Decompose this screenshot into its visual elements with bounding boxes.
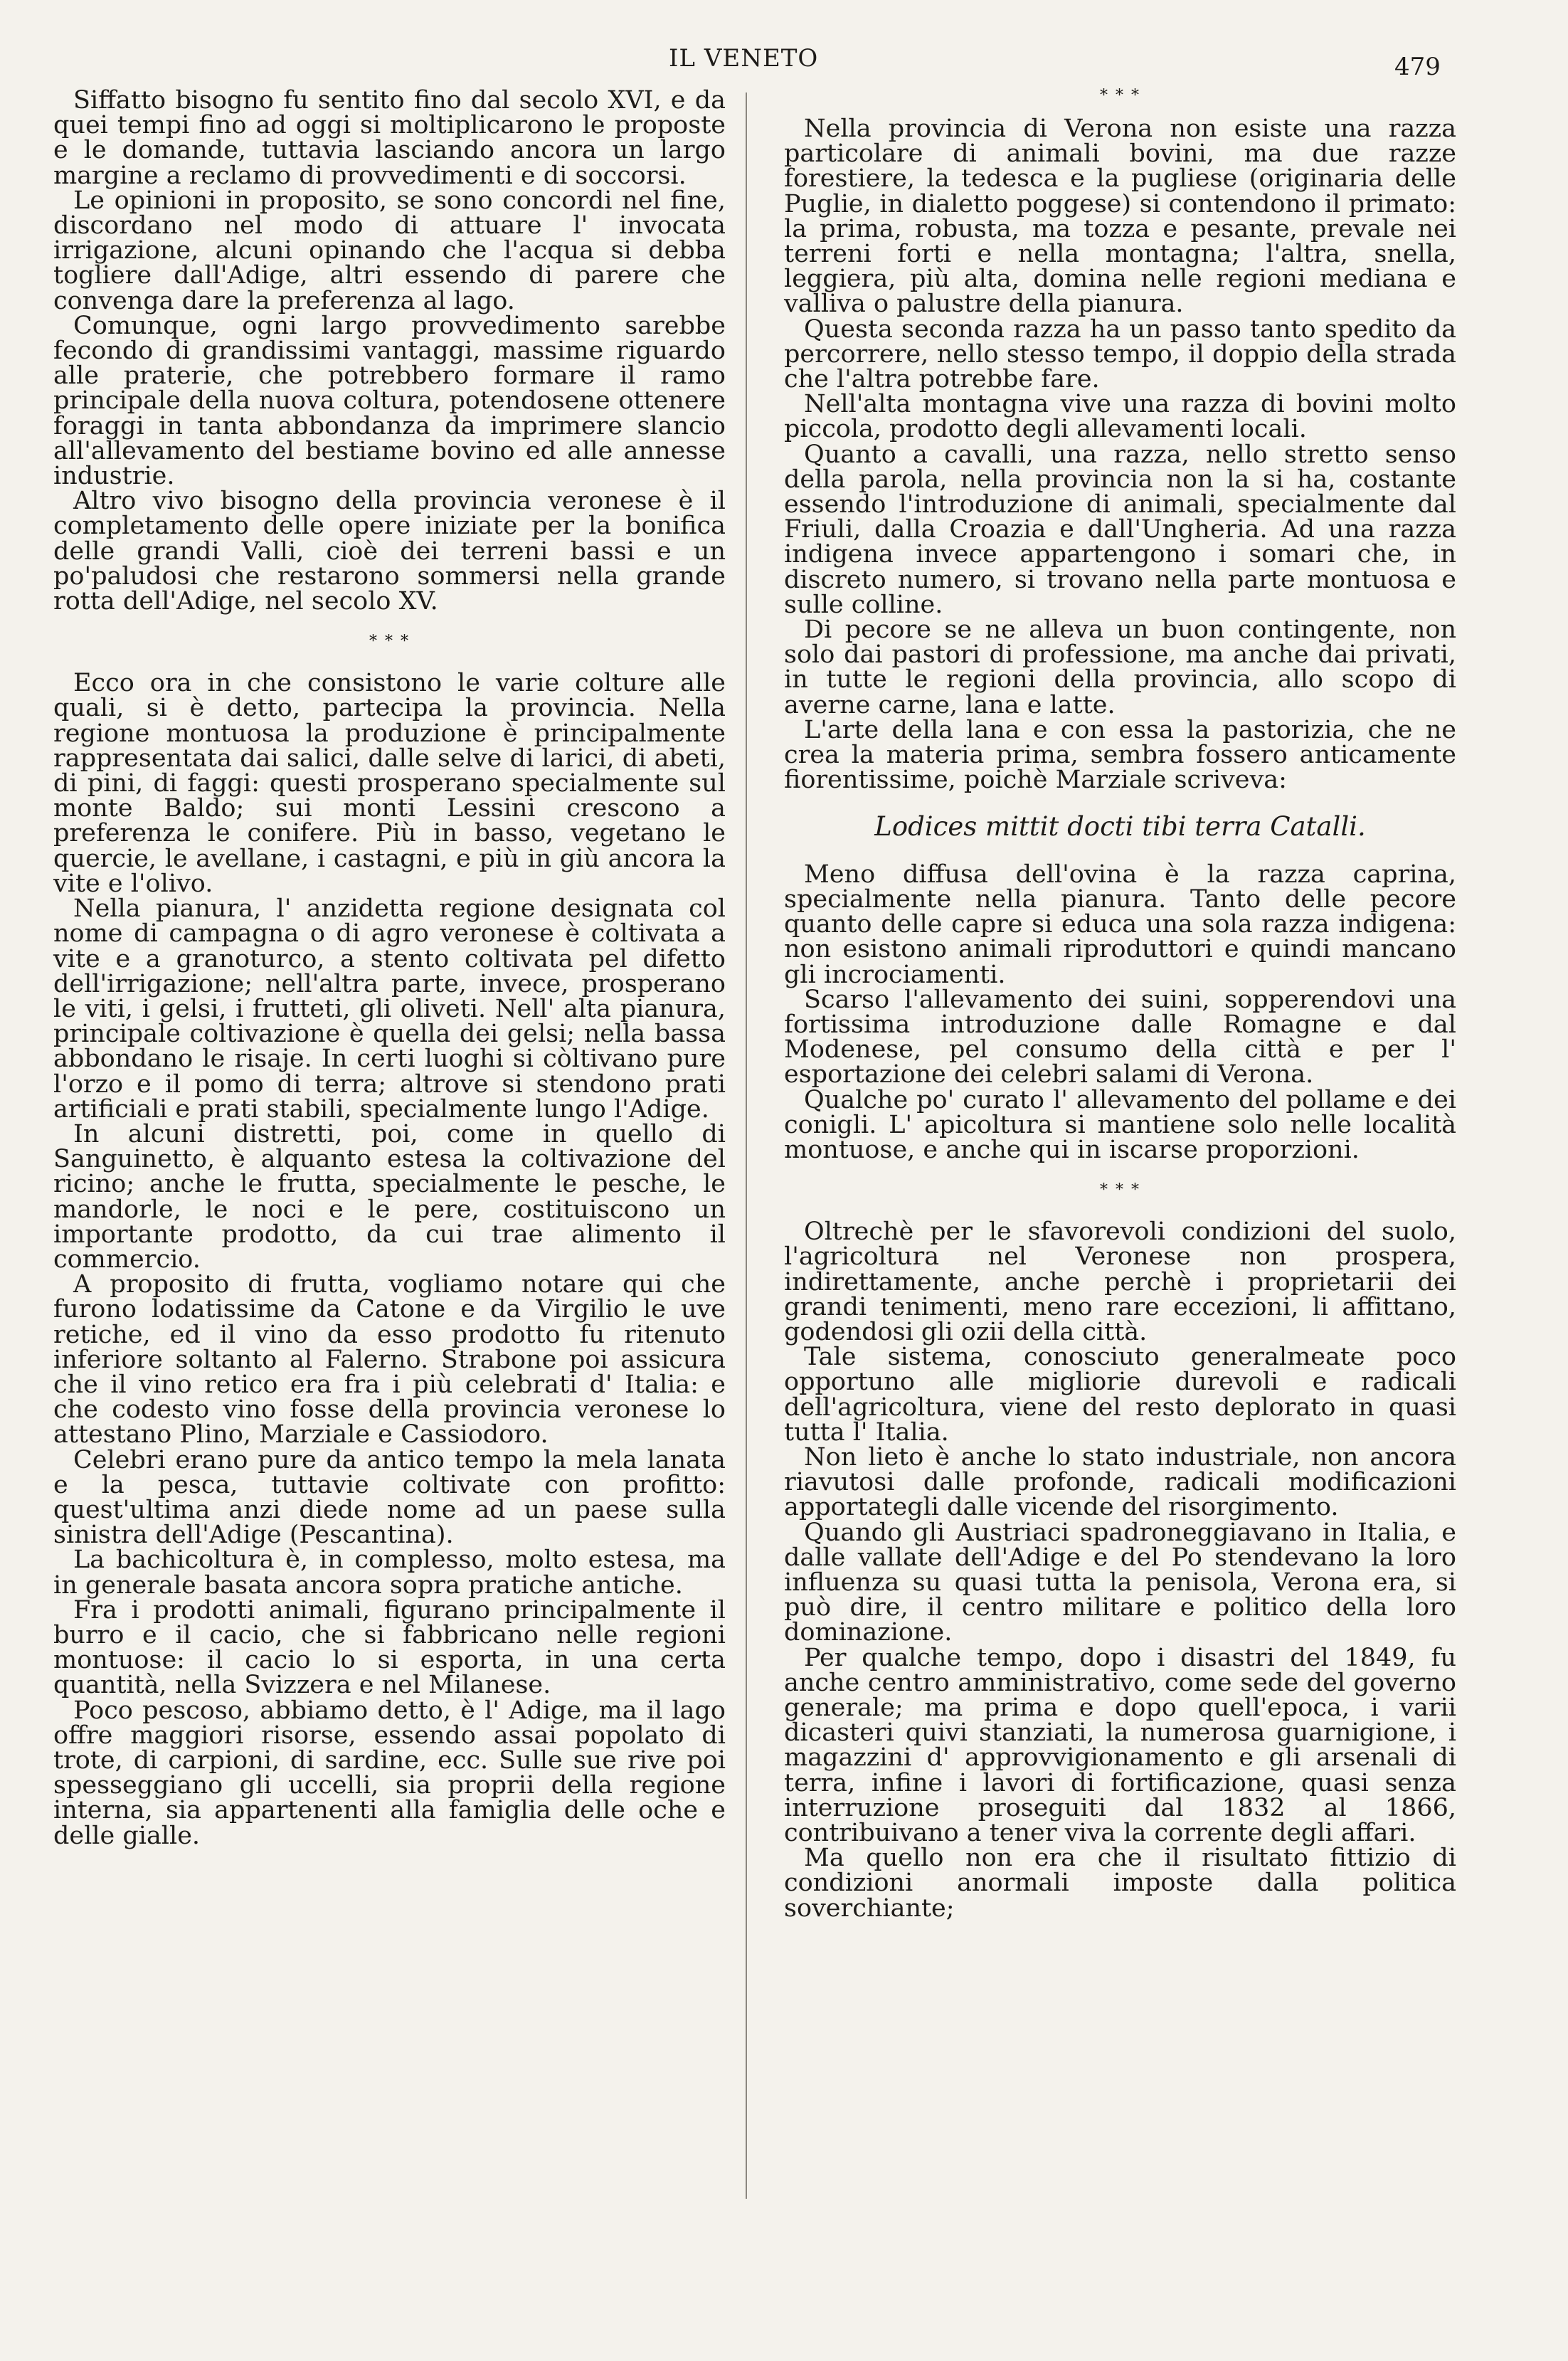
paragraph: Non lieto è anche lo stato industriale, non ancora riavutosi dalle profonde, radicali modificazioni apportategli dalle vicende del risorgimento. <box>784 1442 1456 1522</box>
paragraph: Quanto a cavalli, una razza, nello stretto senso della parola, nella provincia non la si ha, costante essendo l'introduzione di animali, specialmente dal Friuli, dalla Croazia e dall'Ungheria. Ad una razza indigena invece appartengono i somari che, in discreto numero, si trovano nella parte montuosa e sulle colline. <box>784 440 1456 619</box>
paragraph: Di pecore se ne alleva un buon contingente, non solo dai pastori di professione, ma anche dai privati, in tutte le regioni della provincia, allo scopo di averne carne, lana e latte. <box>784 616 1456 719</box>
paragraph: A proposito di frutta, vogliamo notare qui che furono lodatissime da Catone e da Virgilio le uve retiche, ed il vino da esso prodotto fu ritenuto inferiore soltanto al Falerno. Strabone poi assicura che il vino retico era fra i più celebrati d' Italia: e che codesto vino fosse della provincia veronese lo attestano Plino, Marziale e Cassiodoro. <box>53 1270 726 1449</box>
section-asterism: * * * <box>369 633 410 651</box>
paragraph: Nella pianura, l' anzidetta regione designata col nome di campagna o di agro veronese è coltivata a vite e a granoturco, a stento coltivata pel difetto dell'irrigazione; nell'altra parte, invece, prosperano le viti, i gelsi, i frutteti, gli oliveti. Nell' alta pianura, principale coltivazione è quella dei gelsi; nella bassa abbondano le risaje. In certi luoghi si còltivano pure l'orzo e il pomo di terra; altrove si stendono prati artificiali e prati stabili, specialmente lungo l'Adige. <box>53 894 726 1124</box>
paragraph: In alcuni distretti, poi, come in quello di Sanguinetto, è alquanto estesa la coltivazione del ricino; anche le frutta, specialmente le pesche, le mandorle, le noci e le pere, costituiscono un importante prodotto, da cui trae alimento il commercio. <box>53 1119 726 1274</box>
paragraph: Poco pescoso, abbiamo detto, è l' Adige, ma il lago offre maggiori risorse, essendo assai popolato di trote, di carpioni, di sardine, ecc. Sulle sue rive poi spesseggiano gli uccelli, sia proprii della regione interna, sia appartenenti alla famiglia delle oche e delle gialle. <box>53 1696 726 1850</box>
paragraph: Le opinioni in proposito, se sono concordi nel fine, discordano nel modo di attuare l' invocata irrigazione, alcuni opinando che l'acqua si debba togliere dall'Adige, altri essendo di parere che convenga dare la preferenza al lago. <box>53 186 726 315</box>
paragraph: Oltrechè per le sfavorevoli condizioni del suolo, l'agricoltura nel Veronese non prospera, indirettamente, anche perchè i proprietarii dei grandi tenimenti, meno rare eccezioni, li affittano, godendosi gli ozii della città. <box>784 1218 1456 1346</box>
column-divider <box>746 93 747 2199</box>
section-asterism: * * * <box>1100 87 1140 105</box>
paragraph: Comunque, ogni largo provvedimento sarebbe fecondo di grandissimi vantaggi, massime riguardo alle praterie, che potrebbero formare il ramo principale della nuova coltura, potendosene ottenere foraggi in tanta abbondanza da imprimere slancio all'allevamento del bestiame bovino ed alle annesse industrie. <box>53 311 726 491</box>
paragraph: Ecco ora in che consistono le varie colture alle quali, si è detto, partecipa la provincia. Nella regione montuosa la produzione è principalmente rappresentata dai salici, dalle selve di larici, di abeti, di pini, di faggi: questi prosperano specialmente sul monte Baldo; sui monti Lessini crescono a preferenza le conifere. Più in basso, vegetano le quercie, le avellane, i castagni, e più in giù ancora la vite e l'olivo. <box>53 669 726 898</box>
left-column <box>53 88 726 1849</box>
paragraph: Nella provincia di Verona non esiste una razza particolare di animali bovini, ma due razze forestiere, la tedesca e la pugliese (originaria delle Puglie, in dialetto poggese) si contendono il primato: la prima, robusta, ma tozza e pesante, prevale nei terreni forti e nella montagna; l'altra, snella, leggiera, più alta, domina nelle regioni mediana e valliva o palustre della pianura. <box>784 115 1456 319</box>
paragraph: Qualche po' curato l' allevamento del pollame e dei conigli. L' apicoltura si mantiene solo nelle località montuose, e anche qui in iscarse proporzioni. <box>784 1085 1456 1164</box>
paragraph: L'arte della lana e con essa la pastorizia, che ne crea la materia prima, sembra fossero anticamente fiorentissime, poichè Marziale scriveva: <box>784 715 1456 795</box>
paragraph: La bachicoltura è, in complesso, molto estesa, ma in generale basata ancora sopra pratiche antiche. <box>53 1546 726 1600</box>
right-column <box>784 88 1456 1921</box>
paragraph: Tale sistema, conosciuto generalmeate poco opportuno alle migliorie durevoli e radicali dell'agricoltura, viene del resto deplorato in quasi tutta l' Italia. <box>784 1343 1456 1447</box>
paragraph: Fra i prodotti animali, figurano principalmente il burro e il cacio, che si fabbricano nelle regioni montuose: il cacio lo si esporta, in una certa quantità, nella Svizzera e nel Milanese. <box>53 1595 726 1700</box>
running-title: IL VENETO <box>669 44 819 73</box>
paragraph: Quando gli Austriaci spadroneggiavano in Italia, e dalle vallate dell'Adige e del Po stendevano la loro influenza su quasi tutta la penisola, Verona era, si può dire, il centro militare e politico della loro dominazione. <box>784 1518 1456 1647</box>
paragraph: Scarso l'allevamento dei suini, sopperendovi una fortissima introduzione dalle Romagne e dal Modenese, pel consumo della città e per l' esportazione dei celebri salami di Verona. <box>784 985 1456 1089</box>
paragraph: Siffatto bisogno fu sentito fino dal secolo XVI, e da quei tempi fino ad oggi si moltiplicarono le proposte e le domande, tuttavia lasciando ancora un largo margine a reclamo di provvedimenti e di soccorsi. <box>53 86 726 190</box>
paragraph: Meno diffusa dell'ovina è la razza caprina, specialmente nella pianura. Tanto delle pecore quanto delle capre si educa una sola razza indigena: non esistono animali riproduttori e quindi mancano gli incrociamenti. <box>784 860 1456 989</box>
paragraph: Questa seconda razza ha un passo tanto spedito da percorrere, nello stesso tempo, il doppio della strada che l'altra potrebbe fare. <box>784 315 1456 394</box>
paragraph: Altro vivo bisogno della provincia veronese è il completamento delle opere iniziate per la bonifica delle grandi Valli, cioè dei terreni bassi e un po'paludosi che restarono sommersi nella grande rotta dell'Adige, nel secolo XV. <box>53 487 726 616</box>
paragraph: Per qualche tempo, dopo i disastri del 1849, fu anche centro amministrativo, come sede del governo generale; ma prima e dopo quell'epoca, i varii dicasteri quivi stanziati, la numerosa guarnigione, i magazzini d' approvvigionamento e gli arsenali di terra, infine i lavori di fortificazione, quasi senza interruzione proseguiti dal 1832 al 1866, contribuivano a tener viva la corrente degli affari. <box>784 1643 1456 1847</box>
paragraph: Nell'alta montagna vive una razza di bovini molto piccola, prodotto degli allevamenti locali. <box>784 390 1456 444</box>
paragraph: Celebri erano pure da antico tempo la mela lanata e la pesca, tuttavie coltivate con profitto: quest'ultima anzi diede nome ad un paese sulla sinistra dell'Adige (Pescantina). <box>53 1445 726 1550</box>
page-header <box>0 44 1568 87</box>
latin-quote: Lodices mittit docti tibi terra Catalli. <box>874 811 1366 843</box>
section-asterism: * * * <box>1100 1181 1140 1200</box>
paragraph: Ma quello non era che il risultato fittizio di condizioni anormali imposte dalla politica soverchiante; <box>784 1844 1456 1923</box>
page-number: 479 <box>1394 53 1441 81</box>
